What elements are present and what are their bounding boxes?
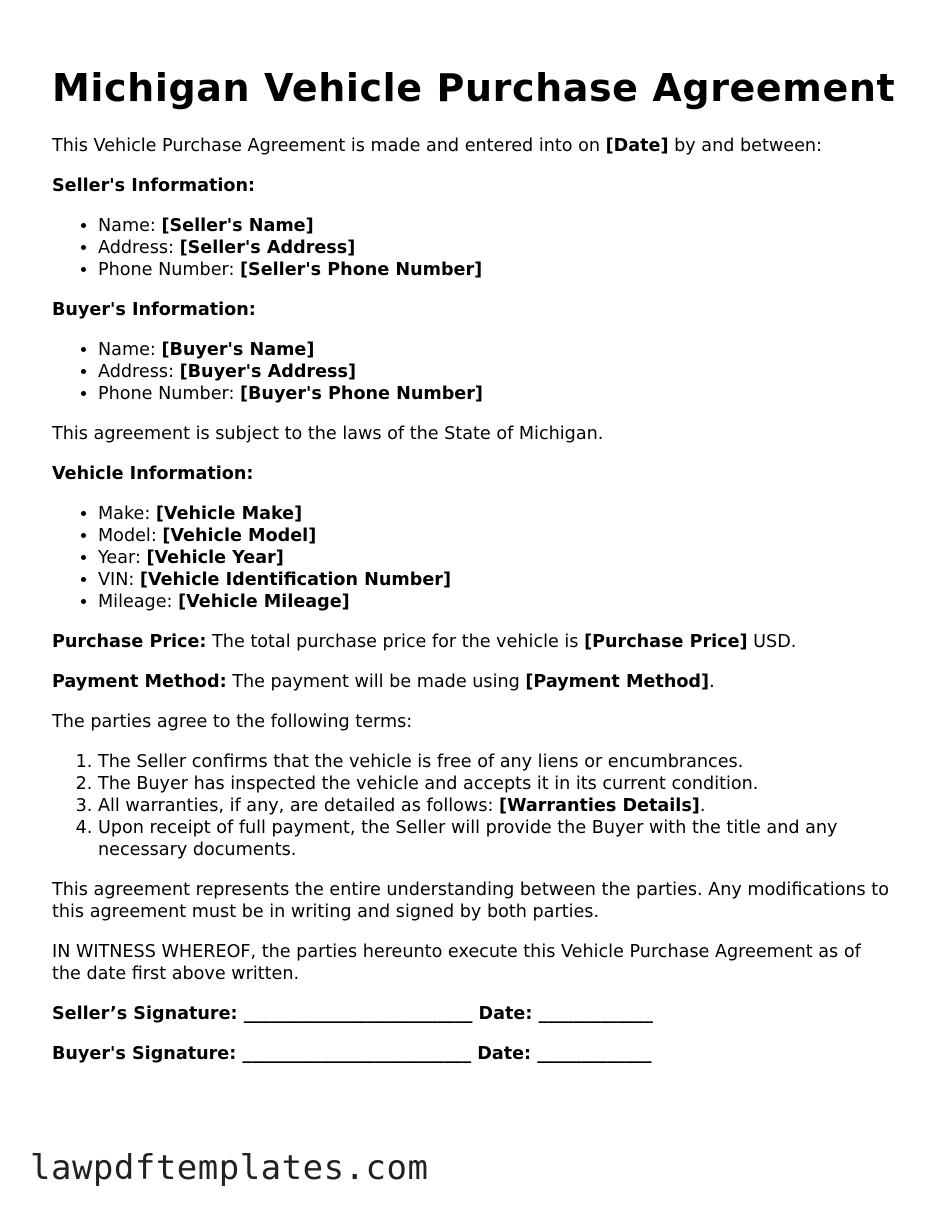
purchase-price-value: [Purchase Price] [584, 632, 748, 652]
term-text: All warranties, if any, are detailed as follows: [98, 796, 500, 816]
seller-heading-text: Seller's Information: [52, 176, 256, 196]
term-item: 2. The Buyer has inspected the vehicle and accepts it in its current condition. [98, 773, 892, 795]
terms-list [52, 751, 892, 861]
term-item: 4. Upon receipt of full payment, the Seller will provide the Buyer with the title and any necessary documents. [98, 817, 892, 861]
law-paragraph: This agreement is subject to the laws of the State of Michigan. [52, 424, 604, 444]
entire-agreement-paragraph: This agreement represents the entire understanding between the parties. Any modifications to this agreement must be in writing and signed by both parties. [52, 880, 889, 922]
intro-date: [Date] [605, 136, 669, 156]
payment-method-label: Payment Method: [52, 672, 227, 692]
page-title: Michigan Vehicle Purchase Agreement [52, 66, 896, 110]
footer-watermark: lawpdftemplates.com [30, 1148, 429, 1188]
list-item [98, 259, 892, 281]
list-item [98, 361, 892, 383]
field-value: [Vehicle Mileage] [178, 592, 350, 612]
intro-paragraph [52, 135, 892, 157]
witness-paragraph: IN WITNESS WHEREOF, the parties hereunto execute this Vehicle Purchase Agreement as of the date first above written. [52, 942, 861, 984]
vehicle-heading-text: Vehicle Information: [52, 464, 254, 484]
field-value: [Vehicle Make] [155, 504, 303, 524]
purchase-price-label: Purchase Price: [52, 632, 207, 652]
seller-list [52, 215, 892, 281]
intro-text: This Vehicle Purchase Agreement is made and entered into on [52, 136, 606, 156]
payment-method-after: . [709, 672, 715, 692]
seller-signature-line [52, 1003, 892, 1025]
field-label: Address: [98, 238, 180, 258]
buyer-heading-text: Buyer's Information: [52, 300, 256, 320]
field-label: Mileage: [98, 592, 179, 612]
purchase-price-paragraph [52, 631, 892, 653]
field-label: Phone Number: [98, 260, 240, 280]
seller-heading [52, 175, 892, 197]
buyer-signature-line [52, 1043, 892, 1065]
field-value: [Seller's Phone Number] [239, 260, 483, 280]
field-label: Model: [98, 526, 163, 546]
field-value: [Vehicle Identification Number] [139, 570, 451, 590]
purchase-price-text: The total purchase price for the vehicle is [206, 632, 585, 652]
list-item [98, 383, 892, 405]
intro-after: by and between: [668, 136, 822, 156]
payment-method-paragraph [52, 671, 892, 693]
buyer-list [52, 339, 892, 405]
field-label: Make: [98, 504, 156, 524]
field-label: VIN: [98, 570, 140, 590]
field-label: Phone Number: [98, 384, 240, 404]
seller-signature-text: Seller’s Signature: __________________________ Date: _____________ [52, 1004, 653, 1024]
field-value: [Buyer's Address] [179, 362, 357, 382]
term-item [98, 795, 892, 817]
field-label: Year: [98, 548, 147, 568]
term-item: 1. The Seller confirms that the vehicle is free of any liens or encumbrances. [98, 751, 892, 773]
field-value: [Buyer's Phone Number] [239, 384, 483, 404]
vehicle-heading [52, 463, 892, 485]
terms-intro: The parties agree to the following terms: [52, 712, 413, 732]
buyer-signature-text: Buyer's Signature: __________________________ Date: _____________ [52, 1044, 652, 1064]
payment-method-value: [Payment Method] [525, 672, 710, 692]
field-value: [Buyer's Name] [161, 340, 315, 360]
list-item [98, 569, 892, 591]
field-value: [Seller's Name] [161, 216, 314, 236]
list-item [98, 237, 892, 259]
field-value: [Vehicle Year] [146, 548, 284, 568]
field-value: [Seller's Address] [179, 238, 356, 258]
buyer-heading [52, 299, 892, 321]
purchase-price-after: USD. [747, 632, 797, 652]
document-body [52, 135, 892, 1083]
list-item [98, 339, 892, 361]
field-value: [Vehicle Model] [162, 526, 317, 546]
warranties-value: [Warranties Details] [499, 796, 700, 816]
list-item [98, 547, 892, 569]
list-item [98, 503, 892, 525]
term-text-after: . [699, 796, 706, 816]
field-label: Address: [98, 362, 180, 382]
vehicle-list [52, 503, 892, 613]
payment-method-text: The payment will be made using [226, 672, 526, 692]
list-item [98, 215, 892, 237]
list-item [98, 525, 892, 547]
field-label: Name: [98, 216, 162, 236]
field-label: Name: [98, 340, 162, 360]
list-item [98, 591, 892, 613]
